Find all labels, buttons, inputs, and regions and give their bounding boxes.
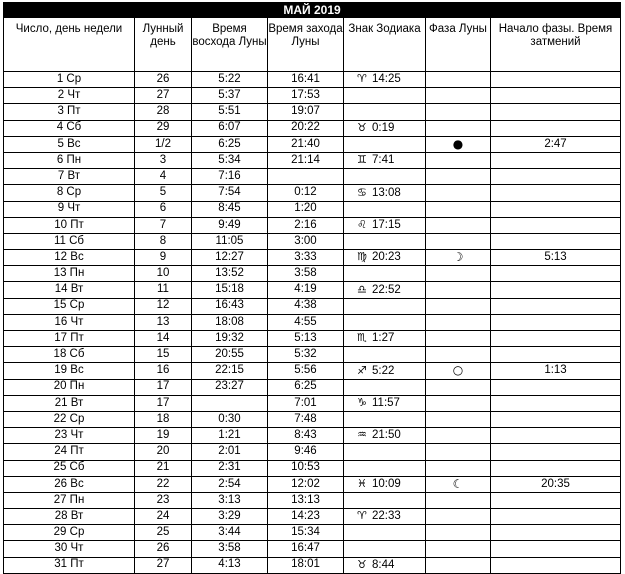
phase-start-cell (491, 314, 621, 330)
moonset-cell (268, 169, 344, 185)
phase-cell (426, 169, 491, 185)
zodiac-cell (344, 347, 426, 363)
date-cell: 19 Вс (4, 363, 135, 379)
table-row (4, 411, 621, 427)
phase-cell (426, 314, 491, 330)
lunar-day-cell: 6 (135, 201, 192, 217)
phase-cell (426, 88, 491, 104)
header-moonset: Время захода Луны (268, 18, 344, 72)
moonset-cell: 20:22 (268, 120, 344, 136)
zodiac-sign-icon: ♈ (357, 509, 367, 523)
moonrise-cell: 3:29 (192, 509, 268, 525)
table-row (4, 185, 621, 201)
date-cell: 24 Пт (4, 444, 135, 460)
moonset-cell: 3:58 (268, 266, 344, 282)
lunar-day-cell: 11 (135, 282, 192, 298)
phase-start-cell (491, 347, 621, 363)
phase-cell (426, 282, 491, 298)
date-cell: 21 Вт (4, 395, 135, 411)
moonset-cell: 7:01 (268, 395, 344, 411)
phase-cell (426, 476, 491, 492)
moonset-cell: 16:41 (268, 72, 344, 88)
table-row (4, 88, 621, 104)
phase-start-cell (491, 88, 621, 104)
date-cell: 13 Пн (4, 266, 135, 282)
table-row (4, 282, 621, 298)
zodiac-sign-icon: ♑ (357, 396, 367, 410)
moonset-cell: 8:43 (268, 428, 344, 444)
moonset-cell: 10:53 (268, 460, 344, 476)
phase-cell (426, 217, 491, 233)
lunar-day-cell: 5 (135, 185, 192, 201)
table-row (4, 104, 621, 120)
table-title: МАЙ 2019 (4, 3, 621, 18)
zodiac-sign-icon: ♉ (357, 557, 367, 571)
table-row (4, 557, 621, 573)
zodiac-entry-time: 14:25 (372, 73, 401, 86)
phase-start-cell: 5:13 (491, 250, 621, 266)
date-cell: 26 Вс (4, 476, 135, 492)
zodiac-entry-time: 21:50 (372, 429, 401, 442)
moonrise-cell: 5:22 (192, 72, 268, 88)
phase-start-cell (491, 120, 621, 136)
date-cell: 4 Сб (4, 120, 135, 136)
phase-cell (426, 104, 491, 120)
zodiac-cell (344, 557, 426, 573)
moonset-cell: 15:34 (268, 525, 344, 541)
phase-start-cell (491, 411, 621, 427)
table-row (4, 233, 621, 249)
table-row (4, 492, 621, 508)
table-row (4, 201, 621, 217)
moonrise-cell: 3:44 (192, 525, 268, 541)
zodiac-cell (344, 379, 426, 395)
lunar-day-cell: 10 (135, 266, 192, 282)
table-row (4, 250, 621, 266)
moonset-cell: 17:53 (268, 88, 344, 104)
moonset-cell: 0:12 (268, 185, 344, 201)
zodiac-sign-icon: ♎ (357, 282, 367, 296)
moonrise-cell: 9:49 (192, 217, 268, 233)
phase-cell (426, 460, 491, 476)
zodiac-sign-icon: ♈ (357, 72, 367, 86)
moonrise-cell: 11:05 (192, 233, 268, 249)
date-cell: 10 Пт (4, 217, 135, 233)
table-row (4, 541, 621, 557)
zodiac-sign-icon: ♓ (357, 477, 367, 491)
lunar-day-cell: 15 (135, 347, 192, 363)
lunar-day-cell: 27 (135, 557, 192, 573)
phase-start-cell: 20:35 (491, 476, 621, 492)
moonrise-cell: 8:45 (192, 201, 268, 217)
moonrise-cell: 23:27 (192, 379, 268, 395)
moonset-cell: 5:56 (268, 363, 344, 379)
moon-phase-icon: ☽ (452, 249, 464, 264)
zodiac-cell (344, 250, 426, 266)
moonset-cell: 7:48 (268, 411, 344, 427)
lunar-day-cell: 21 (135, 460, 192, 476)
moon-phase-icon: ☾ (452, 476, 464, 491)
phase-start-cell: 1:13 (491, 363, 621, 379)
phase-cell (426, 395, 491, 411)
phase-start-cell (491, 331, 621, 347)
header-zodiac: Знак Зодиака (344, 18, 426, 72)
moonrise-cell: 12:27 (192, 250, 268, 266)
phase-start-cell (491, 557, 621, 573)
phase-start-cell (491, 233, 621, 249)
zodiac-cell (344, 282, 426, 298)
zodiac-entry-time: 7:41 (372, 154, 395, 167)
date-cell: 22 Ср (4, 411, 135, 427)
phase-start-cell (491, 460, 621, 476)
phase-cell (426, 525, 491, 541)
lunar-day-cell: 26 (135, 541, 192, 557)
table-row (4, 509, 621, 525)
phase-cell (426, 331, 491, 347)
zodiac-cell (344, 395, 426, 411)
moon-phase-icon: ○ (452, 363, 464, 378)
date-cell: 27 Пн (4, 492, 135, 508)
zodiac-cell (344, 331, 426, 347)
zodiac-entry-time: 10:09 (372, 478, 401, 491)
moonset-cell: 1:20 (268, 201, 344, 217)
phase-start-cell (491, 201, 621, 217)
phase-start-cell (491, 541, 621, 557)
moonrise-cell: 6:25 (192, 136, 268, 152)
table-row (4, 298, 621, 314)
date-cell: 23 Чт (4, 428, 135, 444)
zodiac-cell (344, 509, 426, 525)
moonrise-cell: 18:08 (192, 314, 268, 330)
date-cell: 11 Сб (4, 233, 135, 249)
phase-start-cell (491, 428, 621, 444)
table-row (4, 72, 621, 88)
zodiac-entry-time: 5:22 (372, 364, 395, 377)
moonrise-cell: 15:18 (192, 282, 268, 298)
table-row (4, 120, 621, 136)
moonrise-cell: 2:54 (192, 476, 268, 492)
date-cell: 29 Ср (4, 525, 135, 541)
moonset-cell: 2:16 (268, 217, 344, 233)
zodiac-cell (344, 217, 426, 233)
zodiac-cell (344, 492, 426, 508)
zodiac-cell (344, 428, 426, 444)
phase-start-cell (491, 72, 621, 88)
table-row (4, 525, 621, 541)
moonset-cell: 4:19 (268, 282, 344, 298)
zodiac-cell (344, 525, 426, 541)
moonrise-cell: 20:55 (192, 347, 268, 363)
date-cell: 9 Чт (4, 201, 135, 217)
table-row (4, 395, 621, 411)
phase-cell (426, 492, 491, 508)
header-lunar-day: Лунный день (135, 18, 192, 72)
moonrise-cell: 2:31 (192, 460, 268, 476)
phase-cell (426, 233, 491, 249)
lunar-day-cell: 1/2 (135, 136, 192, 152)
zodiac-cell (344, 233, 426, 249)
phase-start-cell (491, 104, 621, 120)
phase-cell (426, 347, 491, 363)
table-row (4, 379, 621, 395)
zodiac-cell (344, 460, 426, 476)
zodiac-cell (344, 120, 426, 136)
phase-start-cell: 2:47 (491, 136, 621, 152)
header-phase-start: Начало фазы. Время затмений (491, 18, 621, 72)
lunar-day-cell: 12 (135, 298, 192, 314)
zodiac-cell (344, 169, 426, 185)
date-cell: 1 Ср (4, 72, 135, 88)
lunar-day-cell: 29 (135, 120, 192, 136)
phase-cell (426, 444, 491, 460)
lunar-calendar (3, 2, 620, 574)
table-row (4, 136, 621, 152)
phase-start-cell (491, 185, 621, 201)
moonset-cell: 4:38 (268, 298, 344, 314)
lunar-day-cell: 23 (135, 492, 192, 508)
moonset-cell: 13:13 (268, 492, 344, 508)
table-row (4, 347, 621, 363)
zodiac-entry-time: 22:33 (372, 510, 401, 523)
moonrise-cell: 3:13 (192, 492, 268, 508)
table-row (4, 460, 621, 476)
phase-start-cell (491, 266, 621, 282)
date-cell: 16 Чт (4, 314, 135, 330)
lunar-day-cell: 7 (135, 217, 192, 233)
date-cell: 2 Чт (4, 88, 135, 104)
moonset-cell: 18:01 (268, 557, 344, 573)
phase-start-cell (491, 282, 621, 298)
header-moonrise: Время восхода Луны (192, 18, 268, 72)
date-cell: 3 Пт (4, 104, 135, 120)
zodiac-entry-time: 0:19 (372, 121, 395, 134)
zodiac-sign-icon: ♏ (357, 331, 367, 345)
phase-start-cell (491, 395, 621, 411)
moonrise-cell: 5:51 (192, 104, 268, 120)
phase-cell (426, 136, 491, 152)
zodiac-cell (344, 88, 426, 104)
lunar-day-cell: 17 (135, 379, 192, 395)
zodiac-sign-icon: ♊ (357, 153, 367, 167)
phase-start-cell (491, 379, 621, 395)
zodiac-cell (344, 185, 426, 201)
date-cell: 30 Чт (4, 541, 135, 557)
zodiac-entry-time: 20:23 (372, 251, 401, 264)
phase-cell (426, 298, 491, 314)
phase-start-cell (491, 492, 621, 508)
header-date-day: Число, день недели (4, 18, 135, 72)
zodiac-entry-time: 22:52 (372, 283, 401, 296)
moonset-cell: 12:02 (268, 476, 344, 492)
phase-start-cell (491, 169, 621, 185)
moonset-cell: 5:32 (268, 347, 344, 363)
moonset-cell: 3:33 (268, 250, 344, 266)
moon-phase-icon: ● (452, 136, 464, 151)
header-phase: Фаза Луны (426, 18, 491, 72)
zodiac-sign-icon: ♐ (357, 363, 367, 377)
lunar-day-cell: 24 (135, 509, 192, 525)
zodiac-cell (344, 476, 426, 492)
zodiac-sign-icon: ♋ (357, 185, 367, 199)
lunar-day-cell: 25 (135, 525, 192, 541)
phase-cell (426, 72, 491, 88)
date-cell: 6 Пн (4, 152, 135, 168)
lunar-day-cell: 16 (135, 363, 192, 379)
phase-start-cell (491, 217, 621, 233)
moonrise-cell: 0:30 (192, 411, 268, 427)
phase-cell (426, 557, 491, 573)
table-row (4, 152, 621, 168)
date-cell: 17 Пт (4, 331, 135, 347)
moonrise-cell: 1:21 (192, 428, 268, 444)
zodiac-cell (344, 201, 426, 217)
date-cell: 5 Вс (4, 136, 135, 152)
phase-cell (426, 185, 491, 201)
moonset-cell: 6:25 (268, 379, 344, 395)
zodiac-cell (344, 104, 426, 120)
phase-cell (426, 266, 491, 282)
zodiac-cell (344, 72, 426, 88)
moonrise-cell: 22:15 (192, 363, 268, 379)
moonrise-cell: 3:58 (192, 541, 268, 557)
lunar-day-cell: 9 (135, 250, 192, 266)
zodiac-cell (344, 314, 426, 330)
phase-cell (426, 509, 491, 525)
lunar-day-cell: 27 (135, 88, 192, 104)
zodiac-entry-time: 13:08 (372, 186, 401, 199)
lunar-day-cell: 22 (135, 476, 192, 492)
phase-start-cell (491, 298, 621, 314)
zodiac-sign-icon: ♌ (357, 218, 367, 232)
date-cell: 20 Пн (4, 379, 135, 395)
lunar-day-cell: 4 (135, 169, 192, 185)
moonrise-cell: 5:37 (192, 88, 268, 104)
zodiac-cell (344, 444, 426, 460)
phase-start-cell (491, 525, 621, 541)
date-cell: 25 Сб (4, 460, 135, 476)
date-cell: 12 Вс (4, 250, 135, 266)
lunar-day-cell: 19 (135, 428, 192, 444)
date-cell: 15 Ср (4, 298, 135, 314)
date-cell: 7 Вт (4, 169, 135, 185)
moonrise-cell (192, 395, 268, 411)
zodiac-cell (344, 298, 426, 314)
moonset-cell: 14:23 (268, 509, 344, 525)
lunar-day-cell: 13 (135, 314, 192, 330)
table-row (4, 444, 621, 460)
table-row (4, 476, 621, 492)
phase-cell (426, 411, 491, 427)
zodiac-sign-icon: ♒ (357, 428, 367, 442)
zodiac-cell (344, 363, 426, 379)
moonrise-cell: 2:01 (192, 444, 268, 460)
phase-cell (426, 152, 491, 168)
phase-cell (426, 541, 491, 557)
moonset-cell: 3:00 (268, 233, 344, 249)
phase-start-cell (491, 152, 621, 168)
table-body (4, 72, 621, 574)
lunar-day-cell: 28 (135, 104, 192, 120)
table-row (4, 331, 621, 347)
table-row (4, 169, 621, 185)
phase-cell (426, 250, 491, 266)
moonset-cell: 21:14 (268, 152, 344, 168)
lunar-day-cell: 8 (135, 233, 192, 249)
moonset-cell: 4:55 (268, 314, 344, 330)
date-cell: 31 Пт (4, 557, 135, 573)
phase-cell (426, 428, 491, 444)
lunar-day-cell: 3 (135, 152, 192, 168)
zodiac-cell (344, 541, 426, 557)
zodiac-cell (344, 411, 426, 427)
phase-cell (426, 120, 491, 136)
table-row (4, 428, 621, 444)
table-row (4, 314, 621, 330)
moonrise-cell: 4:13 (192, 557, 268, 573)
moonrise-cell: 13:52 (192, 266, 268, 282)
phase-start-cell (491, 444, 621, 460)
table-row (4, 363, 621, 379)
moonset-cell: 21:40 (268, 136, 344, 152)
zodiac-sign-icon: ♉ (357, 120, 367, 134)
moonrise-cell: 19:32 (192, 331, 268, 347)
date-cell: 28 Вт (4, 509, 135, 525)
phase-cell (426, 379, 491, 395)
phase-cell (426, 201, 491, 217)
table-row (4, 266, 621, 282)
table-row (4, 217, 621, 233)
date-cell: 18 Сб (4, 347, 135, 363)
moonrise-cell: 5:34 (192, 152, 268, 168)
lunar-day-cell: 14 (135, 331, 192, 347)
zodiac-entry-time: 1:27 (372, 332, 395, 345)
zodiac-cell (344, 266, 426, 282)
date-cell: 8 Ср (4, 185, 135, 201)
zodiac-entry-time: 11:57 (372, 397, 400, 410)
lunar-day-cell: 20 (135, 444, 192, 460)
zodiac-cell (344, 136, 426, 152)
lunar-day-cell: 18 (135, 411, 192, 427)
moonset-cell: 5:13 (268, 331, 344, 347)
phase-start-cell (491, 509, 621, 525)
zodiac-sign-icon: ♍ (357, 250, 367, 264)
zodiac-cell (344, 152, 426, 168)
moonset-cell: 16:47 (268, 541, 344, 557)
lunar-calendar-table (3, 2, 621, 574)
moonrise-cell: 16:43 (192, 298, 268, 314)
moonrise-cell: 6:07 (192, 120, 268, 136)
zodiac-entry-time: 8:44 (372, 558, 395, 571)
moonrise-cell: 7:16 (192, 169, 268, 185)
lunar-day-cell: 17 (135, 395, 192, 411)
moonrise-cell: 7:54 (192, 185, 268, 201)
date-cell: 14 Вт (4, 282, 135, 298)
lunar-day-cell: 26 (135, 72, 192, 88)
zodiac-entry-time: 17:15 (372, 219, 401, 232)
phase-cell (426, 363, 491, 379)
moonset-cell: 19:07 (268, 104, 344, 120)
moonset-cell: 9:46 (268, 444, 344, 460)
